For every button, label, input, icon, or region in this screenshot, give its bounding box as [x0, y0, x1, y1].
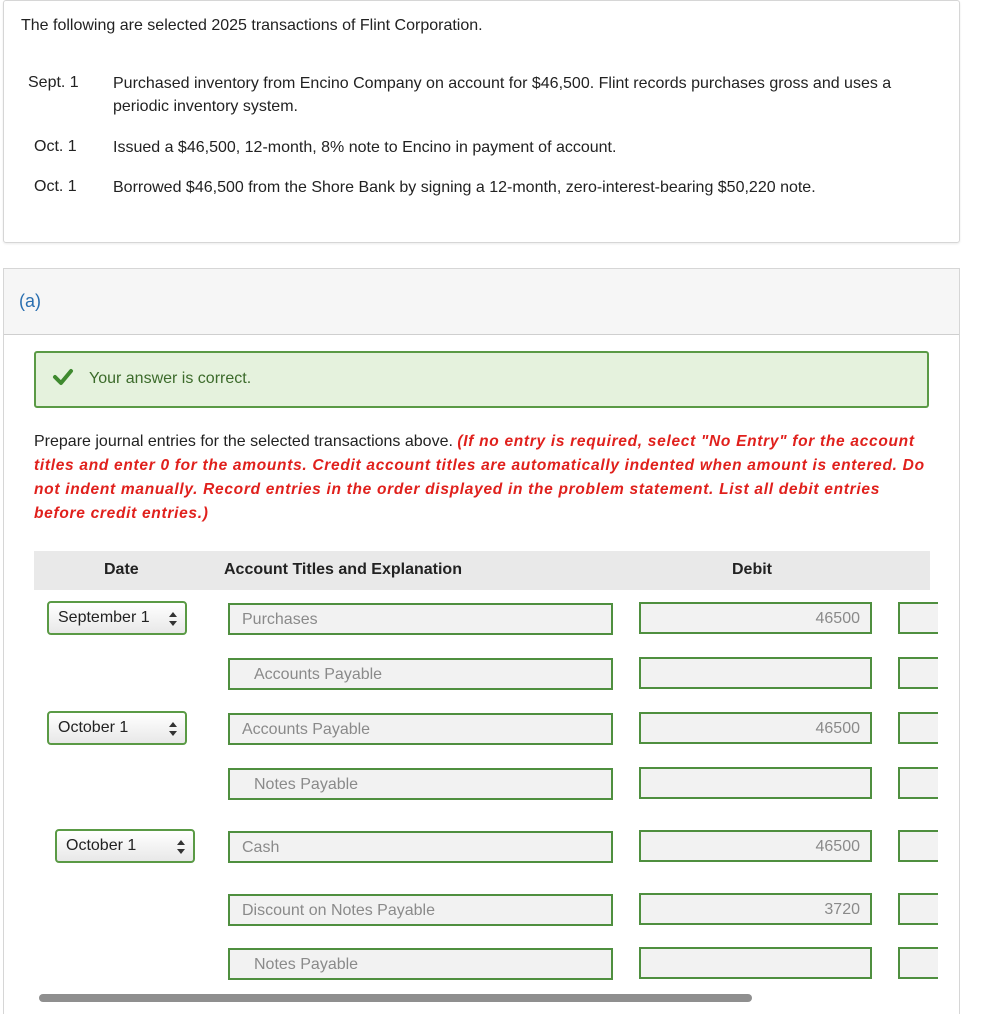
credit-amount-input[interactable] [898, 657, 938, 689]
problem-intro: The following are selected 2025 transactions of Flint Corporation. [21, 17, 483, 34]
account-title-input[interactable]: Accounts Payable [228, 658, 613, 690]
account-title-input[interactable]: Notes Payable [228, 948, 613, 980]
debit-amount-input[interactable]: 46500 [639, 712, 872, 744]
checkmark-icon [52, 366, 74, 388]
problem-panel [3, 0, 960, 243]
part-label: (a) [19, 291, 41, 311]
date-select-value: September 1 [58, 609, 150, 626]
debit-amount-input[interactable] [639, 947, 872, 979]
credit-amount-input[interactable] [898, 602, 938, 634]
instructions-text: Prepare journal entries for the selected transactions above. [34, 433, 458, 450]
transaction-date: Oct. 1 [34, 178, 77, 195]
header-debit: Debit [732, 561, 772, 578]
feedback-text: Your answer is correct. [89, 370, 252, 387]
credit-amount-input[interactable] [898, 893, 938, 925]
date-select[interactable] [55, 829, 195, 863]
date-select[interactable] [47, 711, 187, 745]
select-arrows-icon [169, 612, 177, 626]
instructions-note: (If no entry is required, select "No Entry" for the account titles and enter 0 for the amounts. Credit account titles are automatically indented when amount is entered. Do not indent manually. Record entries in the order displayed in the problem statement. List all debit entries before credit entries.) [34, 433, 925, 522]
account-title-input[interactable]: Discount on Notes Payable [228, 894, 613, 926]
feedback-correct-box [34, 351, 929, 408]
transaction-text: Purchased inventory from Encino Company on account for $46,500. Flint records purchases gross and uses a periodic inventory system. [113, 75, 892, 115]
header-date: Date [104, 561, 139, 578]
account-title-input[interactable]: Cash [228, 831, 613, 863]
part-a-header [3, 268, 960, 335]
select-arrows-icon [177, 840, 185, 854]
header-account: Account Titles and Explanation [224, 561, 462, 578]
transaction-date: Oct. 1 [34, 138, 77, 155]
debit-amount-input[interactable]: 3720 [639, 893, 872, 925]
date-select-value: October 1 [58, 719, 129, 736]
transaction-text: Borrowed $46,500 from the Shore Bank by signing a 12-month, zero-interest-bearing $50,220 note. [113, 179, 816, 196]
debit-amount-input[interactable] [639, 657, 872, 689]
transaction-date: Sept. 1 [28, 74, 79, 91]
instructions [34, 430, 929, 526]
transaction-text: Issued a $46,500, 12-month, 8% note to Encino in payment of account. [113, 139, 617, 156]
account-title-input[interactable]: Notes Payable [228, 768, 613, 800]
select-arrows-icon [169, 722, 177, 736]
date-select-value: October 1 [66, 837, 137, 854]
credit-amount-input[interactable] [898, 767, 938, 799]
credit-amount-input[interactable] [898, 830, 938, 862]
date-select[interactable] [47, 601, 187, 635]
credit-amount-input[interactable] [898, 947, 938, 979]
debit-amount-input[interactable] [639, 767, 872, 799]
debit-amount-input[interactable]: 46500 [639, 602, 872, 634]
credit-amount-input[interactable] [898, 712, 938, 744]
account-title-input[interactable]: Purchases [228, 603, 613, 635]
horizontal-scrollbar[interactable] [39, 994, 752, 1002]
account-title-input[interactable]: Accounts Payable [228, 713, 613, 745]
journal-table-header [34, 551, 930, 590]
debit-amount-input[interactable]: 46500 [639, 830, 872, 862]
